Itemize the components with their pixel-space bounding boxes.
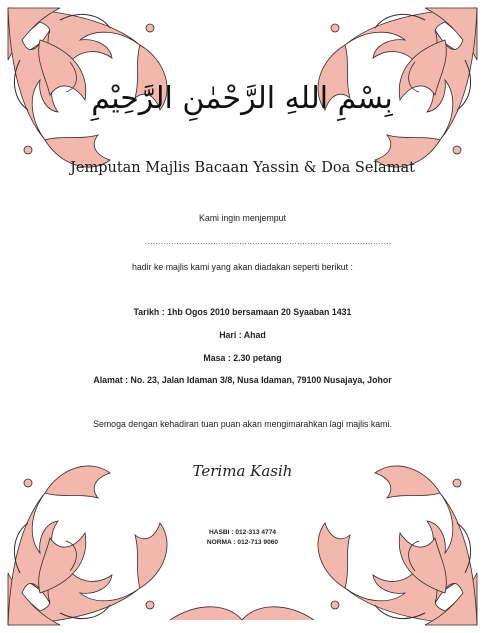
day-line: Hari : Ahad [219, 330, 266, 340]
address-line: Alamat : No. 23, Jalan Idaman 3/8, Nusa Idaman, 79100 Nusajaya, Johor [93, 375, 392, 385]
guest-name-blank: .............................................................................................. [145, 237, 392, 246]
invitation-title: Jemputan Majlis Bacaan Yassin & Doa Selamat [70, 160, 415, 176]
contact-norma: NORMA : 012-713 9060 [206, 539, 279, 546]
invite-line: Kami ingin menjemput [198, 213, 287, 223]
contact-hasbi: HASBI : 012-313 4774 [208, 529, 277, 536]
intro-text: hadir ke majlis kami yang akan diadakan seperti berikut : [131, 262, 353, 272]
closing-text: Semoga dengan kehadiran tuan puan akan mengimarahkan lagi majlis kami. [93, 419, 392, 429]
basmalah-calligraphy [91, 60, 393, 130]
basmalah-text: بِسْمِ اللهِ الرَّحْمٰنِ الرَّحِيْمِ [91, 81, 393, 116]
date-line: Tarikh : 1hb Ogos 2010 bersamaan 20 Syaaban 1431 [133, 307, 352, 317]
time-line: Masa : 2.30 petang [203, 353, 282, 363]
bottom-center-ornament [170, 607, 314, 620]
thank-you-signature: Terima Kasih [192, 462, 293, 480]
